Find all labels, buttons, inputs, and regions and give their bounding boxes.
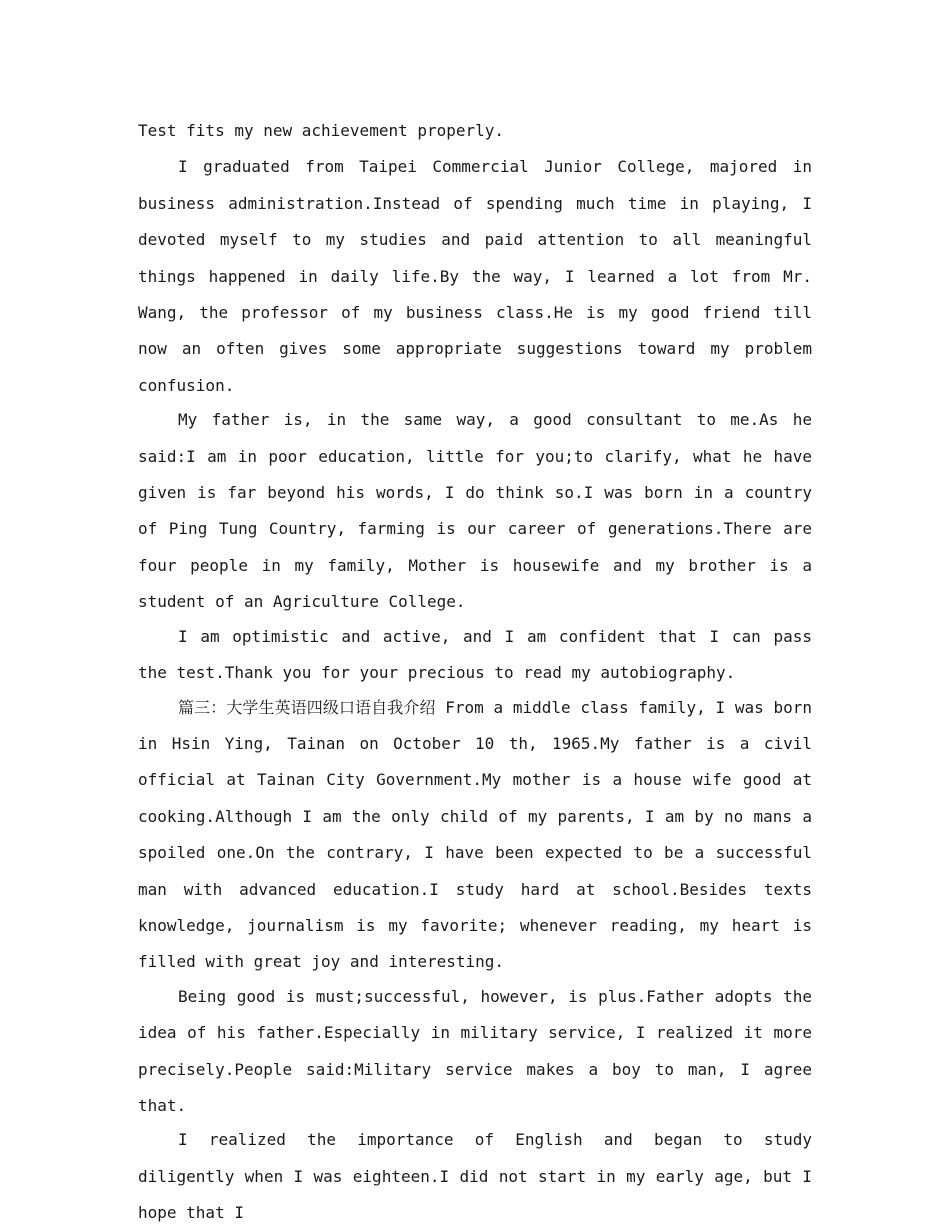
paragraph-3: My father is, in the same way, a good consultant to me.As he said:I am in poor education, little for you;to clarify, what he have given is far beyond his words, I do think so.I was born in a country of Ping Tung Country, farming is our career of generations.There are four people in my family, Mother is housewife and my brother is a student of an Agriculture College. — [138, 410, 812, 612]
paragraph-4: I am optimistic and active, and I am confident that I can pass the test.Thank you for your precious to read my autobiography. — [138, 626, 812, 683]
paragraph-1: Test fits my new achievement properly. — [138, 121, 505, 140]
paragraph-2: I graduated from Taipei Commercial Junior College, majored in business administration.Instead of spending much time in playing, I devoted myself to my studies and paid attention to all meaningful things happened in daily life.By the way, I learned a lot from Mr. Wang, the professor of my business class.He is my good friend till now an often gives some appropriate suggestions toward my problem confusion. — [138, 157, 812, 395]
document-body — [138, 113, 812, 1232]
paragraph-6: Being good is must;successful, however, is plus.Father adopts the idea of his father.Especially in military service, I realized it more precisely.People said:Military service makes a boy to man, I agree that. — [138, 986, 812, 1115]
paragraph-7: I realized the importance of English and began to study diligently when I was eighteen.I did not start in my early age, but I hope that I — [138, 1130, 812, 1223]
paragraph-5: 篇三：大学生英语四级口语自我介绍 From a middle class family, I was born in Hsin Ying, Tainan on October 10 th, 1965.My father is a civil official at Tainan City Government.My mother is a house wife good at cooking.Although I am the only child of my parents, I am by no mans a spoiled one.On the contrary, I have been expected to be a successful man with advanced education.I study hard at school.Besides texts knowledge, journalism is my favorite; whenever reading, my heart is filled with great joy and interesting. — [138, 697, 812, 972]
